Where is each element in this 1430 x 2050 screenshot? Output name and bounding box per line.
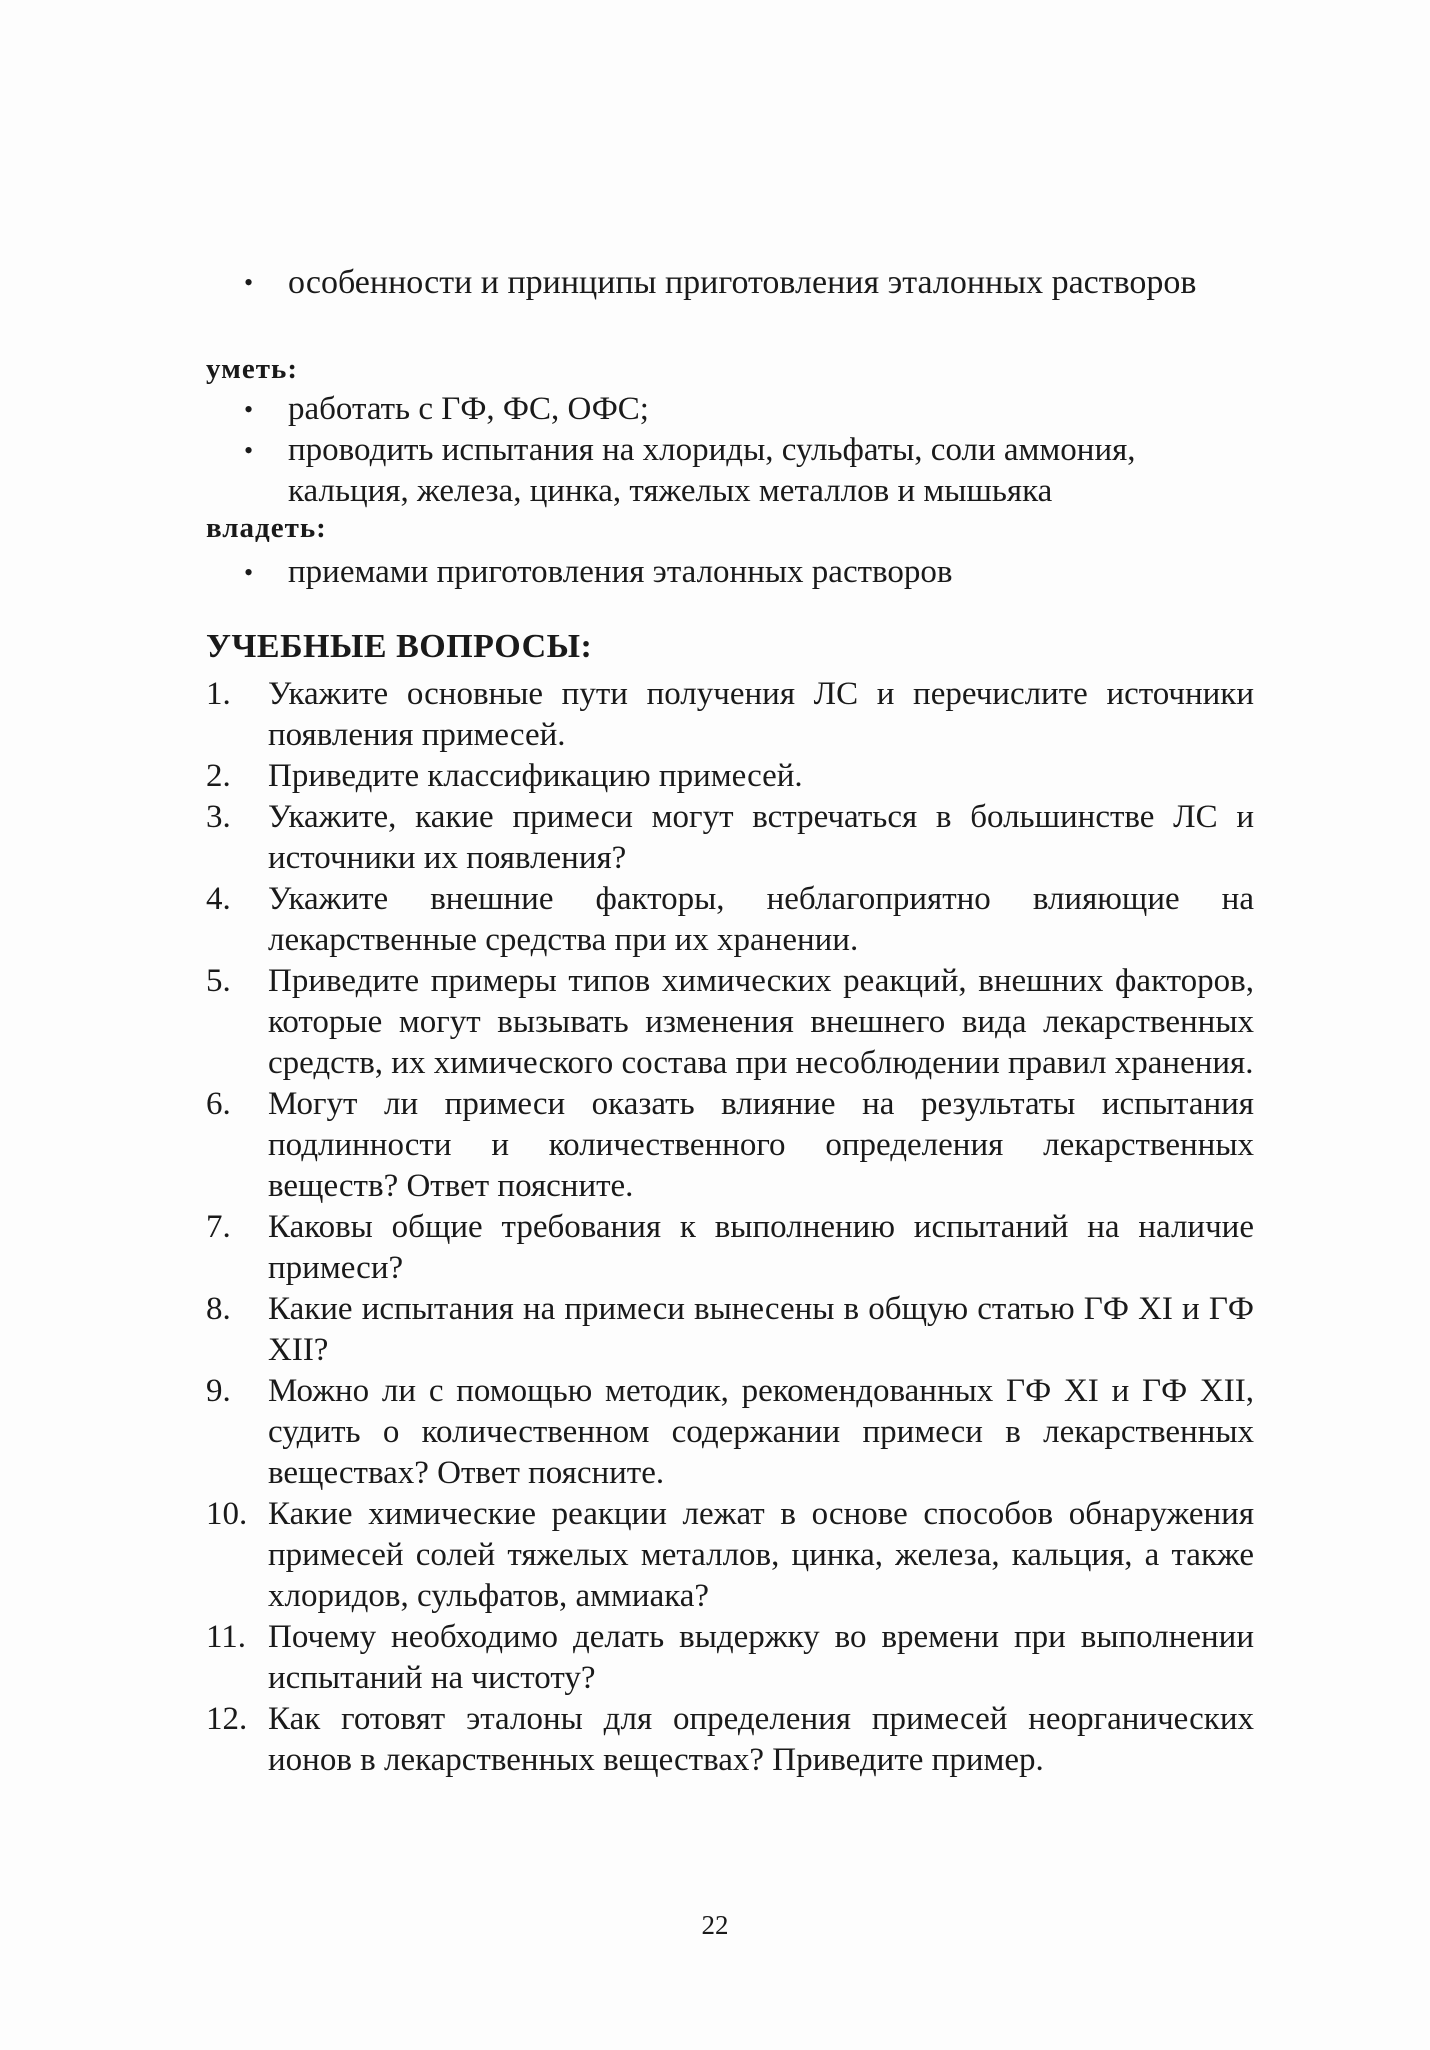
question-text: Каковы общие требования к выполнению испытаний на наличие примеси? bbox=[268, 1209, 1254, 1286]
question-item bbox=[206, 1371, 1254, 1494]
bullet-item bbox=[244, 262, 1254, 303]
question-text: Укажите внешние факторы, неблагоприятно влияющие на лекарственные средства при их хранении. bbox=[268, 881, 1254, 958]
question-item bbox=[206, 756, 1254, 797]
questions-list bbox=[206, 674, 1254, 1781]
vladet-bullet-list bbox=[244, 552, 1254, 593]
bullet-icon: • bbox=[244, 268, 254, 297]
bullet-item bbox=[244, 552, 1254, 593]
question-number: 2. bbox=[206, 758, 231, 794]
question-number: 8. bbox=[206, 1291, 231, 1327]
question-number: 9. bbox=[206, 1373, 231, 1409]
question-text: Как готовят эталоны для определения примесей неорганических ионов в лекарственных веществах? Приведите пример. bbox=[268, 1701, 1254, 1778]
question-text: Приведите примеры типов химических реакций, внешних факторов, которые могут вызывать изменения внешнего вида лекарственных средств, их химического состава при несоблюдении правил хранения. bbox=[268, 963, 1254, 1081]
question-text: Почему необходимо делать выдержку во времени при выполнении испытаний на чистоту? bbox=[268, 1619, 1254, 1696]
question-number: 4. bbox=[206, 881, 231, 917]
questions-heading: УЧЕБНЫЕ ВОПРОСЫ: bbox=[206, 628, 593, 665]
bullet-icon: • bbox=[244, 395, 254, 424]
question-number: 11. bbox=[206, 1619, 247, 1655]
bullet-icon: • bbox=[244, 436, 254, 465]
question-item bbox=[206, 1494, 1254, 1617]
bullet-item bbox=[244, 430, 1254, 512]
question-number: 6. bbox=[206, 1086, 231, 1122]
question-number: 5. bbox=[206, 963, 231, 999]
intro-bullet-list bbox=[244, 262, 1254, 303]
question-number: 7. bbox=[206, 1209, 231, 1245]
question-item bbox=[206, 1289, 1254, 1371]
question-item bbox=[206, 1207, 1254, 1289]
question-item bbox=[206, 1617, 1254, 1699]
question-item bbox=[206, 961, 1254, 1084]
bullet-text: приемами приготовления эталонных растворов bbox=[288, 554, 953, 590]
question-text: Укажите, какие примеси могут встречаться в большинстве ЛС и источники их появления? bbox=[268, 799, 1254, 876]
question-text: Можно ли с помощью методик, рекомендованных ГФ XI и ГФ XII, судить о количественном содержании примеси в лекарственных веществах? Ответ поясните. bbox=[268, 1373, 1254, 1491]
question-text: Могут ли примеси оказать влияние на результаты испытания подлинности и количественного определения лекарственных веществ? Ответ поясните. bbox=[268, 1086, 1254, 1204]
question-item bbox=[206, 1084, 1254, 1207]
question-text: Укажите основные пути получения ЛС и перечислите источники появления примесей. bbox=[268, 676, 1254, 753]
question-number: 1. bbox=[206, 676, 231, 712]
question-text: Какие химические реакции лежат в основе способов обнаружения примесей солей тяжелых металлов, цинка, железа, кальция, а также хлоридов, сульфатов, аммиака? bbox=[268, 1496, 1254, 1614]
question-number: 12. bbox=[206, 1701, 248, 1737]
umet-bullet-list bbox=[244, 389, 1254, 512]
section-label-vladet: владеть: bbox=[206, 512, 327, 544]
question-text: Приведите классификацию примесей. bbox=[268, 758, 803, 794]
bullet-text: особенности и принципы приготовления эталонных растворов bbox=[288, 264, 1197, 301]
question-number: 10. bbox=[206, 1496, 248, 1532]
question-item bbox=[206, 674, 1254, 756]
question-text: Какие испытания на примеси вынесены в общую статью ГФ XI и ГФ XII? bbox=[268, 1291, 1254, 1368]
bullet-item bbox=[244, 389, 1254, 430]
question-item bbox=[206, 879, 1254, 961]
page-number: 22 bbox=[701, 1910, 729, 1940]
question-item bbox=[206, 1699, 1254, 1781]
bullet-text: проводить испытания на хлориды, сульфаты, соли аммония, кальция, железа, цинка, тяжелых металлов и мышьяка bbox=[288, 432, 1136, 509]
question-item bbox=[206, 797, 1254, 879]
bullet-icon: • bbox=[244, 558, 254, 587]
bullet-text: работать с ГФ, ФС, ОФС; bbox=[288, 391, 649, 427]
section-label-umet: уметь: bbox=[206, 353, 298, 385]
question-number: 3. bbox=[206, 799, 231, 835]
